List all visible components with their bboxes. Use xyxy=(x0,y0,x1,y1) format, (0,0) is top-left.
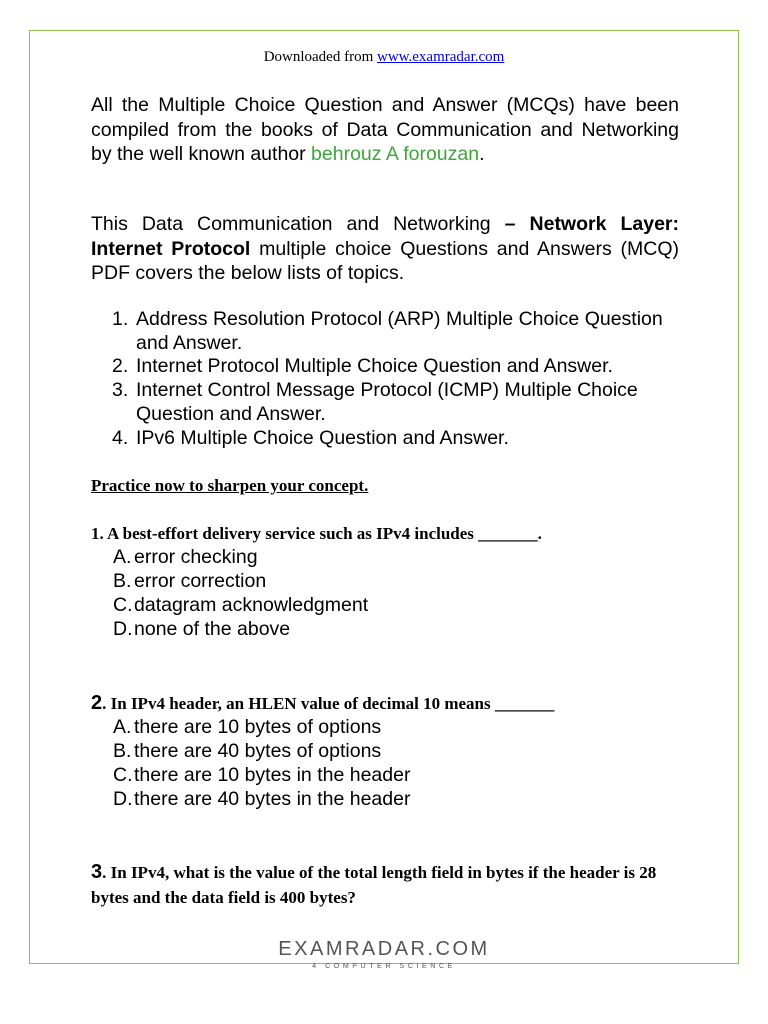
option-text: error correction xyxy=(134,570,267,592)
question-number: 1. xyxy=(91,524,104,543)
topic-item xyxy=(112,379,672,426)
option-c xyxy=(113,763,410,787)
description-paragraph xyxy=(91,212,679,286)
option-letter: A. xyxy=(113,546,132,568)
option-text: there are 40 bytes in the header xyxy=(134,788,411,810)
option-letter: D. xyxy=(113,788,133,810)
topic-text: IPv6 Multiple Choice Question and Answer. xyxy=(136,426,509,449)
topic-item xyxy=(112,308,672,355)
topic-number: 1. xyxy=(112,308,129,330)
option-b xyxy=(113,739,410,763)
question-text: . In IPv4 header, an HLEN value of decimal 10 means _______ xyxy=(102,694,555,713)
author-name: behrouz A forouzan xyxy=(311,143,480,165)
topics-list xyxy=(112,308,672,450)
question-1-options xyxy=(113,545,368,641)
option-text: datagram acknowledgment xyxy=(134,594,369,616)
option-c xyxy=(113,593,368,617)
description-topic: – Network Layer: Internet Protocol xyxy=(91,213,679,260)
option-text: error checking xyxy=(134,546,258,568)
option-d xyxy=(113,617,368,641)
question-text: A best-effort delivery service such as IPv4 includes _______. xyxy=(103,524,542,543)
option-b xyxy=(113,569,368,593)
question-number: 3 xyxy=(91,861,103,883)
topic-number: 3. xyxy=(112,379,129,402)
topic-item xyxy=(112,427,672,451)
option-letter: D. xyxy=(113,618,133,640)
intro-paragraph xyxy=(91,93,679,167)
download-source-line xyxy=(0,49,768,66)
intro-text: All the Multiple Choice Question and Answer (MCQs) have been compiled from the books of Data Communication and Networking by the well known author xyxy=(91,94,679,165)
option-d xyxy=(113,787,410,811)
option-text: there are 10 bytes in the header xyxy=(134,764,411,786)
examradar-link[interactable]: www.examradar.com xyxy=(377,49,505,65)
intro-end: . xyxy=(479,143,485,165)
question-text: . In IPv4, what is the value of the total length field in bytes if the header is 28 bytes and the data field is 400 bytes? xyxy=(91,863,657,907)
question-1 xyxy=(91,522,681,547)
option-text: there are 10 bytes of options xyxy=(134,716,382,738)
question-2-options xyxy=(113,715,410,811)
option-letter: B. xyxy=(113,740,132,762)
topic-number: 2. xyxy=(112,355,129,378)
question-number: 2 xyxy=(91,692,103,714)
question-3 xyxy=(91,860,681,910)
page-border xyxy=(29,30,739,964)
topic-text: Address Resolution Protocol (ARP) Multiple Choice Question and Answer. xyxy=(136,308,663,354)
option-letter: C. xyxy=(113,594,133,616)
option-text: none of the above xyxy=(134,618,291,640)
description-text: This Data Communication and Networking xyxy=(91,213,505,235)
question-2 xyxy=(91,691,681,717)
option-a xyxy=(113,715,410,739)
examradar-logo: EXAMRADAR.COM xyxy=(278,938,490,960)
option-letter: A. xyxy=(113,716,132,738)
examradar-tagline: 4 COMPUTER SCIENCE xyxy=(312,963,456,970)
topic-text: Internet Protocol Multiple Choice Question and Answer. xyxy=(136,355,613,378)
practice-heading: Practice now to sharpen your concept. xyxy=(91,476,369,495)
option-a xyxy=(113,545,368,569)
topic-text: Internet Control Message Protocol (ICMP) Multiple Choice Question and Answer. xyxy=(136,379,638,425)
description-end: multiple choice Questions and Answers (MCQ) PDF covers the below lists of topics. xyxy=(91,237,679,284)
option-letter: B. xyxy=(113,570,132,592)
download-prefix: Downloaded from xyxy=(263,49,377,65)
topic-number: 4. xyxy=(112,426,129,449)
option-letter: C. xyxy=(113,764,133,786)
option-text: there are 40 bytes of options xyxy=(134,740,382,762)
topic-item xyxy=(112,355,672,379)
